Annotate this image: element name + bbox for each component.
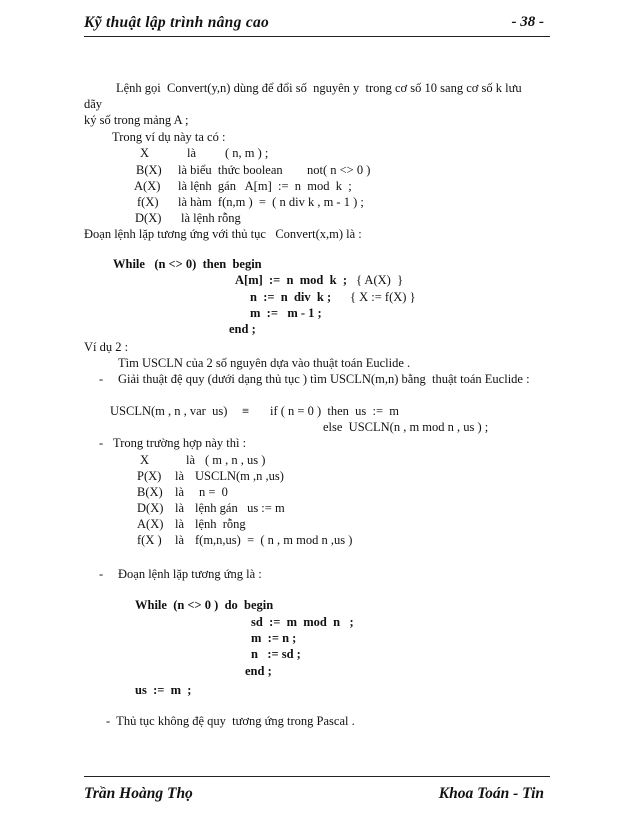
code-line: While (n <> 0) then begin	[113, 257, 262, 271]
code-line: While (n <> 0 ) do begin	[135, 598, 274, 612]
def-text: là	[175, 517, 185, 531]
def-text: f(m,n,us) = ( n , m mod n ,us )	[195, 533, 353, 547]
paragraph-line: Đoạn lệnh lặp tương ứng là :	[118, 567, 262, 581]
list-dash: -	[99, 567, 104, 581]
def-text: lệnh rỗng	[195, 517, 246, 531]
def-term: P(X)	[137, 469, 162, 483]
def-text: là	[175, 485, 185, 499]
page-header	[84, 8, 550, 37]
equiv-symbol: ≡	[242, 404, 250, 418]
def-text: not( n <> 0 )	[307, 163, 371, 177]
list-dash: -	[99, 372, 104, 386]
def-term: X	[140, 453, 150, 467]
def-text: là	[175, 533, 185, 547]
def-text: là biểu thức boolean	[178, 163, 283, 177]
footer-author: Trần Hoàng Thọ	[84, 785, 193, 802]
paragraph-line: Trong ví dụ này ta có :	[112, 130, 226, 144]
def-term: B(X)	[136, 163, 162, 177]
paragraph-line: Đoạn lệnh lặp tương ứng với thủ tục Convert(x,m) là :	[84, 227, 362, 241]
def-term: A(X)	[137, 517, 164, 531]
def-term: B(X)	[137, 485, 163, 499]
paragraph-line: - Thủ tục không đệ quy tương ứng trong Pascal .	[106, 714, 355, 728]
code-line: n := n div k ;	[250, 290, 332, 304]
code-line: sd := m mod n ;	[251, 615, 354, 629]
def-text: là hàm f(n,m ) = ( n div k , m - 1 ) ;	[178, 195, 364, 209]
def-text: là lệnh rỗng	[181, 211, 241, 225]
code-line: A[m] := n mod k ;	[235, 273, 347, 287]
def-text: là	[175, 469, 185, 483]
paragraph-line: Tìm USCLN của 2 số nguyên dựa vào thuật toán Euclide .	[118, 356, 411, 370]
def-text: ( m , n , us )	[205, 453, 266, 467]
code-line: n := sd ;	[251, 647, 301, 661]
def-text: là	[186, 453, 196, 467]
code-line: end ;	[245, 664, 272, 678]
def-text: là lệnh gán A[m] := n mod k ;	[178, 179, 352, 193]
code-comment: { A(X) }	[356, 273, 404, 287]
code-line: m := m - 1 ;	[250, 306, 322, 320]
footer-department: Khoa Toán - Tin	[438, 785, 544, 802]
def-term: D(X)	[137, 501, 164, 515]
example-heading: Ví dụ 2 :	[84, 340, 129, 354]
header-title: Kỹ thuật lập trình nâng cao	[84, 14, 270, 31]
paragraph-line: Giải thuật đệ quy (dưới dạng thủ tục ) tìm USCLN(m,n) bằng thuật toán Euclide :	[118, 372, 530, 386]
def-text: n = 0	[199, 485, 228, 499]
page-footer	[84, 776, 550, 807]
formula-line: if ( n = 0 ) then us := m	[270, 404, 400, 418]
def-term: A(X)	[134, 179, 161, 193]
code-line: end ;	[229, 322, 256, 336]
paragraph-line: Lệnh gọi Convert(y,n) dùng để đổi số nguyên y trong cơ số 10 sang cơ số k lưu	[116, 81, 522, 95]
def-text: USCLN(m ,n ,us)	[195, 469, 284, 483]
def-term: D(X)	[135, 211, 162, 225]
list-dash: -	[99, 436, 104, 450]
code-line: us := m ;	[135, 683, 192, 697]
paragraph-line: dãy	[84, 97, 103, 111]
code-line: m := n ;	[251, 631, 297, 645]
formula-line: USCLN(m , n , var us)	[110, 404, 228, 418]
def-term: X	[140, 146, 150, 160]
code-comment: { X := f(X) }	[350, 290, 416, 304]
paragraph-line: ký số trong mảng A ;	[84, 113, 189, 127]
formula-line: else USCLN(n , m mod n , us ) ;	[323, 420, 489, 434]
def-term: f(X)	[137, 195, 159, 209]
def-text: là	[187, 146, 197, 160]
page-number: - 38 -	[511, 14, 544, 30]
def-text: là	[175, 501, 185, 515]
def-text: lệnh gán us := m	[195, 501, 285, 515]
def-term: f(X )	[137, 533, 162, 547]
def-text: ( n, m ) ;	[225, 146, 269, 160]
paragraph-line: Trong trường hợp này thì :	[113, 436, 247, 450]
